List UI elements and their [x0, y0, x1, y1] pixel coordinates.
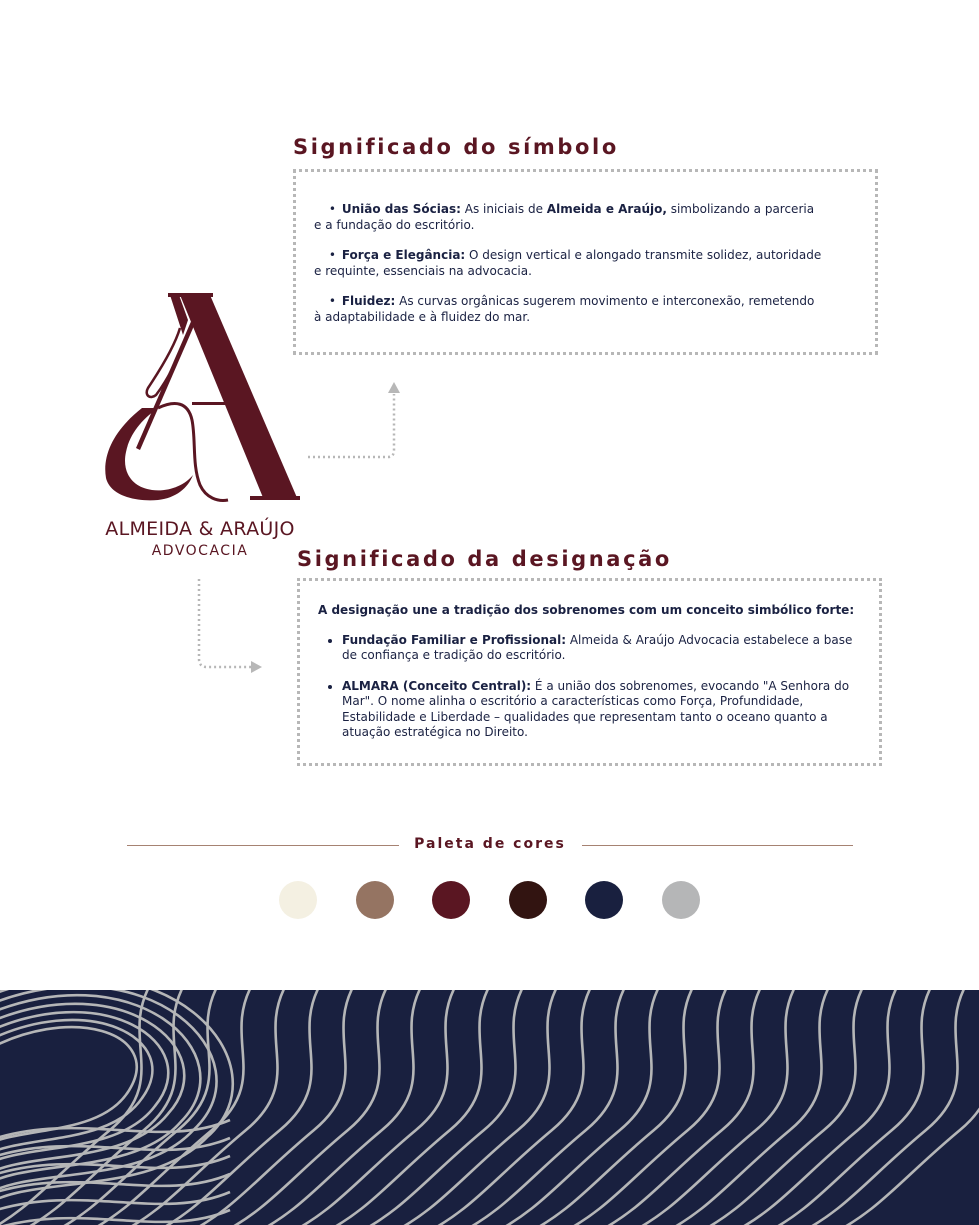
item-text: O design vertical e alongado transmite solidez, autoridade [465, 248, 822, 262]
item-text: As curvas orgânicas sugerem movimento e interconexão, remetendo [395, 294, 815, 308]
symbol-section-title: Significado do símbolo [293, 135, 619, 159]
item-text-continued: à adaptabilidade e à fluidez do mar. [314, 309, 531, 324]
item-bold-label: Força e Elegância: [341, 248, 466, 262]
dotted-arrow-right-icon [190, 575, 270, 680]
swatch-dark-brown [509, 881, 547, 919]
item-text: As iniciais de [460, 202, 547, 216]
symbol-meaning-box [293, 169, 878, 355]
item-bold-names: Almeida e Araújo, [546, 202, 667, 216]
bullet-icon: • [328, 294, 336, 308]
item-text-continued: e a fundação do escritório. [314, 217, 475, 232]
designation-meaning-box [297, 578, 882, 766]
swatch-navy [585, 881, 623, 919]
wave-pattern-footer [0, 990, 979, 1225]
palette-divider-right [582, 845, 853, 846]
item-bold-label: Fluidez: [341, 294, 396, 308]
designation-intro: A designação une a tradição dos sobrenomes com um conceito simbólico forte: [318, 603, 855, 617]
item-bold-label: União das Sócias: [341, 202, 461, 216]
designation-item-almara [342, 679, 865, 741]
logo-subtitle: ADVOCACIA [151, 543, 249, 559]
swatch-cream [279, 881, 317, 919]
item-bold-label: ALMARA (Conceito Central): [342, 678, 532, 693]
item-text-continued: e requinte, essenciais na advocacia. [314, 263, 532, 278]
logo-firm-name: ALMEIDA & ARAÚJO [105, 518, 295, 540]
palette-title: Paleta de cores [414, 836, 566, 852]
item-text: É a união dos sobrenomes, evocando "A Senhora do Mar". O nome alinha o escritório a características como Força, Profundidade, Estabilidade e Liberdade – qualidades que representam tanto o oceano quanto a atuação estratégica no Direito. [342, 678, 850, 739]
monogram-logo-icon [100, 290, 305, 505]
item-text: simbolizando a parceria [666, 202, 815, 216]
dotted-arrow-up-icon [305, 380, 405, 465]
symbol-item-union [314, 202, 861, 233]
palette-divider-left [127, 845, 399, 846]
designation-section-title: Significado da designação [297, 547, 672, 571]
swatch-brown [356, 881, 394, 919]
designation-item-foundation [342, 633, 865, 664]
swatch-wine [432, 881, 470, 919]
symbol-item-strength [314, 248, 861, 279]
item-bold-label: Fundação Familiar e Profissional: [342, 632, 566, 647]
designation-list [318, 633, 865, 741]
item-text: Almeida & Araújo Advocacia estabelece a base de confiança e tradição do escritório. [342, 632, 853, 662]
symbol-item-fluidity [314, 294, 861, 325]
bullet-icon: • [328, 202, 336, 216]
swatch-gray [662, 881, 700, 919]
bullet-icon: • [328, 248, 336, 262]
